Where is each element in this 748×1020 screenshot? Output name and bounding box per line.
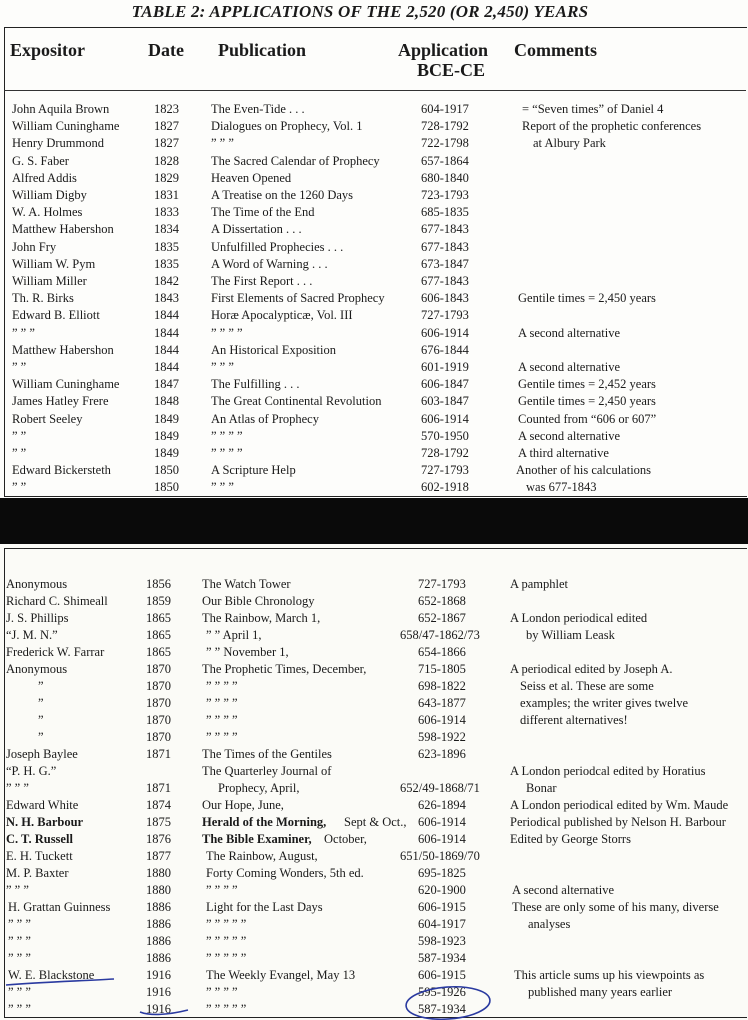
cell-expositor: ” ” [12, 446, 27, 460]
cell-application: 677-1843 [421, 222, 469, 237]
cell-expositor: ” [38, 696, 44, 710]
cell-application: 698-1822 [418, 679, 466, 693]
cell-date: 1843 [154, 291, 179, 306]
cell-expositor: Matthew Habershon [12, 342, 114, 357]
cell-expositor: “P. H. G.” [6, 764, 57, 778]
cell-comment: Bonar [526, 781, 557, 795]
cell-application: 652-1867 [418, 611, 466, 625]
cell-comment: A periodical edited by Joseph A. [510, 662, 673, 676]
cell-publication: The Quarterley Journal of [202, 764, 332, 778]
cell-publication: The Rainbow, August, [206, 849, 318, 863]
cell-application: 722-1798 [421, 136, 469, 151]
cell-expositor: John Fry [12, 239, 57, 254]
cell-comment: Periodical published by Nelson H. Barbour [510, 815, 726, 829]
cell-publication: The Bible Examiner, [202, 832, 312, 846]
cell-expositor: William Cuninghame [12, 119, 120, 134]
cell-application: 598-1923 [418, 934, 466, 948]
table-title: TABLE 2: APPLICATIONS OF THE 2,520 (OR 2,450) YEARS [131, 2, 589, 21]
cell-comment: at Albury Park [533, 136, 606, 151]
cell-publication: Light for the Last Days [206, 900, 323, 914]
cell-expositor: Alfred Addis [12, 170, 77, 185]
cell-expositor: H. Grattan Guinness [8, 900, 111, 914]
cell-publication: ” ” ” ” [206, 679, 238, 693]
cell-date: 1850 [154, 480, 179, 495]
cell-application: 677-1843 [421, 239, 469, 254]
cell-publication: A Treatise on the 1260 Days [211, 188, 354, 202]
cell-date: 1870 [146, 662, 171, 676]
cell-date: 1833 [154, 205, 179, 220]
cell-date: 1850 [154, 463, 179, 478]
cell-application: 602-1918 [421, 480, 469, 495]
cell-date: 1844 [154, 360, 179, 374]
cell-date: 1859 [146, 594, 171, 608]
cell-application: 620-1900 [418, 883, 466, 897]
cell-application: 606-1914 [418, 815, 466, 829]
cell-application: 680-1840 [421, 170, 469, 185]
cell-expositor: N. H. Barbour [6, 815, 84, 829]
cell-date: 1880 [146, 866, 171, 880]
cell-publication: The Great Continental Revolution [211, 394, 382, 409]
cell-comment: This article sums up his viewpoints as [514, 968, 705, 982]
cell-application: 601-1919 [421, 360, 469, 374]
cell-comment: A second alternative [512, 883, 615, 897]
cell-publication: ” ” ” ” [206, 696, 238, 710]
cell-date: 1870 [146, 730, 171, 744]
cell-date: 1865 [146, 628, 171, 642]
cell-application: 652-1868 [418, 594, 466, 608]
cell-application: 651/50-1869/70 [400, 849, 480, 863]
cell-publication: The Fulfilling . . . [211, 377, 300, 392]
cell-publication: ” ” ” ” [206, 985, 238, 999]
cell-comment: Gentile times = 2,450 years [518, 291, 656, 306]
cell-expositor: ” ” ” [8, 951, 31, 965]
header-comments: Comments [514, 40, 597, 60]
header-application: Application [398, 40, 489, 60]
cell-comment: Gentile times = 2,452 years [518, 377, 656, 392]
cell-publication: ” ” ” ” [206, 883, 238, 897]
cell-publication: Our Bible Chronology [202, 594, 315, 608]
cell-expositor: M. P. Baxter [6, 866, 69, 880]
cell-application: 727-1793 [421, 463, 469, 478]
cell-application: 623-1896 [418, 747, 466, 761]
cell-expositor: William W. Pym [12, 256, 96, 271]
cell-publication: ” ” ” ” ” [206, 951, 247, 965]
cell-application: 676-1844 [421, 342, 469, 357]
cell-publication: ” ” ” ” [211, 325, 243, 340]
cell-expositor: E. H. Tuckett [6, 849, 73, 863]
cell-date: 1875 [146, 815, 171, 829]
cell-date: 1865 [146, 645, 171, 659]
header-date: Date [148, 40, 184, 60]
cell-application: 673-1847 [421, 256, 469, 271]
cell-expositor: ” ” ” [8, 917, 31, 931]
cell-comment: These are only some of his many, diverse [512, 900, 719, 914]
cell-application: 606-1914 [418, 832, 466, 846]
cell-application: 606-1915 [418, 968, 466, 982]
cell-expositor: ” ” ” [8, 985, 31, 999]
cell-expositor: Anonymous [6, 577, 68, 591]
cell-expositor: Edward Bickersteth [12, 463, 111, 478]
cell-publication-suffix: Sept & Oct., [344, 815, 407, 829]
cell-comment: was 677-1843 [526, 480, 597, 495]
cell-expositor: G. S. Faber [12, 153, 69, 168]
cell-expositor: ” ” [12, 428, 27, 443]
cell-application: 606-1914 [421, 411, 469, 426]
cell-publication-suffix: October, [324, 832, 367, 846]
cell-expositor: Robert Seeley [12, 411, 83, 426]
cell-date: 1870 [146, 696, 171, 710]
header-publication: Publication [218, 40, 307, 60]
cell-expositor: Joseph Baylee [6, 747, 78, 761]
cell-publication: Heaven Opened [211, 170, 292, 185]
cell-expositor: William Miller [12, 274, 87, 288]
cell-application: 606-1914 [418, 713, 466, 727]
cell-date: 1916 [146, 985, 171, 999]
cell-publication: ” ” ” ” ” [206, 934, 247, 948]
cell-expositor: Th. R. Birks [12, 291, 74, 306]
cell-application: 643-1877 [418, 696, 466, 710]
cell-publication: ” ” ” [211, 480, 234, 495]
cell-expositor: Edward White [6, 798, 79, 812]
cell-application: 715-1805 [418, 662, 466, 676]
cell-expositor: Henry Drummond [12, 136, 104, 151]
cell-application: 658/47-1862/73 [400, 628, 480, 642]
header-expositor: Expositor [10, 40, 86, 60]
cell-date: 1886 [146, 934, 171, 948]
cell-publication: ” ” ” ” ” [206, 1002, 247, 1016]
cell-date: 1844 [154, 325, 179, 340]
cell-date: 1916 [146, 1002, 171, 1016]
cell-date: 1849 [154, 446, 179, 460]
cell-publication: ” ” ” ” ” [206, 917, 247, 931]
cell-comment: analyses [528, 917, 571, 931]
cell-expositor: Anonymous [6, 662, 68, 676]
cell-expositor: ” ” ” [12, 325, 35, 340]
cell-application: 606-1915 [418, 900, 466, 914]
cell-publication: Our Hope, June, [202, 798, 284, 812]
cell-application: 727-1793 [421, 308, 469, 323]
cell-application: 598-1922 [418, 730, 466, 744]
cell-comment: = “Seven times” of Daniel 4 [522, 102, 664, 116]
cell-application: 723-1793 [421, 188, 469, 202]
cell-application: 587-1934 [418, 951, 466, 965]
cell-date: 1916 [146, 968, 171, 982]
cell-publication: The Prophetic Times, December, [202, 662, 367, 676]
cell-comment: A London periodical edited [510, 611, 648, 625]
cell-date: 1886 [146, 951, 171, 965]
cell-expositor: Frederick W. Farrar [6, 645, 105, 659]
cell-publication: The Time of the End [211, 205, 315, 220]
cell-publication: First Elements of Sacred Prophecy [211, 291, 385, 306]
cell-expositor: ” [38, 730, 44, 744]
cell-date: 1865 [146, 611, 171, 625]
cell-comment: A pamphlet [510, 577, 568, 591]
cell-comment: Edited by George Storrs [510, 832, 631, 846]
cell-publication: ” ” ” ” [206, 713, 238, 727]
cell-application: 606-1843 [421, 291, 469, 306]
cell-date: 1871 [146, 747, 171, 761]
cell-application: 654-1866 [418, 645, 466, 659]
cell-publication: The First Report . . . [211, 274, 313, 288]
cell-comment: A second alternative [518, 325, 621, 340]
cell-publication: The Rainbow, March 1, [202, 611, 321, 625]
cell-date: 1844 [154, 308, 179, 323]
cell-publication: Forty Coming Wonders, 5th ed. [206, 866, 364, 880]
cell-expositor: J. S. Phillips [6, 611, 69, 625]
cell-publication: Dialogues on Prophecy, Vol. 1 [211, 119, 363, 134]
cell-date: 1823 [154, 102, 179, 116]
cell-publication: ” ” April 1, [206, 628, 262, 642]
cell-application: 626-1894 [418, 798, 466, 812]
cell-expositor: W. E. Blackstone [8, 968, 95, 982]
cell-publication: ” ” ” [211, 360, 234, 374]
cell-expositor: ” [38, 679, 44, 693]
cell-date: 1847 [154, 377, 179, 392]
cell-expositor: Richard C. Shimeall [6, 594, 108, 608]
cell-application: 603-1847 [421, 394, 469, 409]
cell-comment: A London periodical edited by Wm. Maude [510, 798, 729, 812]
cell-publication: An Historical Exposition [211, 342, 336, 357]
cell-date: 1829 [154, 170, 179, 185]
cell-date: 1874 [146, 798, 171, 812]
cell-publication: The Weekly Evangel, May 13 [206, 968, 356, 982]
cell-comment: Counted from “606 or 607” [518, 411, 657, 426]
cell-publication: ” ” November 1, [206, 645, 289, 659]
cell-publication: Herald of the Morning, [202, 815, 327, 829]
cell-expositor: James Hatley Frere [12, 394, 109, 409]
cell-expositor: C. T. Russell [6, 832, 73, 846]
cell-publication: ” ” ” ” [206, 730, 238, 744]
cell-publication: Prophecy, April, [218, 781, 300, 795]
cell-comment: A third alternative [518, 446, 609, 460]
cell-publication: An Atlas of Prophecy [211, 411, 319, 426]
cell-date: 1828 [154, 153, 179, 168]
cell-expositor: William Digby [12, 188, 87, 202]
cell-expositor: ” ” [12, 360, 27, 374]
cell-publication: The Sacred Calendar of Prophecy [211, 153, 380, 168]
cell-publication: The Times of the Gentiles [202, 747, 332, 761]
cell-comment: examples; the writer gives twelve [520, 696, 688, 710]
cell-expositor: ” ” ” [6, 883, 29, 897]
cell-comment: different alternatives! [520, 713, 628, 727]
cell-expositor: ” ” [12, 480, 27, 495]
cell-expositor: ” ” ” [6, 781, 29, 795]
cell-publication: The Even-Tide . . . [211, 102, 305, 116]
cell-date: 1849 [154, 428, 179, 443]
cell-date: 1886 [146, 917, 171, 931]
cell-date: 1835 [154, 239, 179, 254]
cell-publication: ” ” ” ” [211, 428, 243, 443]
cell-expositor: “J. M. N.” [6, 628, 58, 642]
cell-date: 1827 [154, 136, 179, 151]
cell-application: 570-1950 [421, 428, 469, 443]
cell-date: 1871 [146, 781, 171, 795]
cell-application: 595-1926 [418, 985, 466, 999]
cell-application: 677-1843 [421, 274, 469, 288]
cell-expositor: Matthew Habershon [12, 222, 114, 237]
cell-expositor: ” ” ” [8, 934, 31, 948]
cell-publication: The Watch Tower [202, 577, 291, 591]
cell-date: 1835 [154, 256, 179, 271]
cell-application: 606-1847 [421, 377, 469, 392]
cell-date: 1876 [146, 832, 171, 846]
cell-expositor: William Cuninghame [12, 377, 120, 392]
cell-comment: Seiss et al. These are some [520, 679, 654, 693]
cell-expositor: John Aquila Brown [12, 102, 110, 116]
cell-comment: by William Leask [526, 628, 615, 642]
cell-date: 1870 [146, 679, 171, 693]
cell-publication: A Scripture Help [211, 463, 296, 478]
cell-date: 1848 [154, 394, 179, 409]
cell-comment: A London periodcal edited by Horatius [510, 764, 706, 778]
cell-application: 685-1835 [421, 205, 469, 220]
cell-application: 604-1917 [418, 917, 466, 931]
cell-date: 1870 [146, 713, 171, 727]
cell-comment: Another of his calculations [516, 463, 652, 478]
cell-date: 1849 [154, 411, 179, 426]
cell-comment: A second alternative [518, 360, 621, 374]
cell-date: 1877 [146, 849, 171, 863]
cell-publication: ” ” ” ” [211, 446, 243, 460]
cell-expositor: ” [38, 713, 44, 727]
cell-application: 587-1934 [418, 1002, 466, 1016]
cell-application: 728-1792 [421, 446, 469, 460]
cell-comment: published many years earlier [528, 985, 673, 999]
cell-publication: A Dissertation . . . [211, 222, 302, 237]
cell-application: 695-1825 [418, 866, 466, 880]
cell-application: 727-1793 [418, 577, 466, 591]
cell-expositor: W. A. Holmes [12, 205, 83, 220]
cell-application: 657-1864 [421, 153, 469, 168]
cell-application: 606-1914 [421, 325, 469, 340]
cell-application: 652/49-1868/71 [400, 781, 480, 795]
cell-date: 1844 [154, 342, 179, 357]
cell-publication: A Word of Warning . . . [211, 256, 328, 271]
cell-date: 1827 [154, 119, 179, 134]
cell-comment: Report of the prophetic conferences [522, 119, 702, 134]
cell-date: 1856 [146, 577, 171, 591]
cell-application: 728-1792 [421, 119, 469, 134]
cell-date: 1834 [154, 222, 179, 237]
cell-comment: A second alternative [518, 428, 621, 443]
cell-date: 1842 [154, 274, 179, 288]
cell-date: 1880 [146, 883, 171, 897]
cell-publication: ” ” ” [211, 136, 234, 151]
cell-publication: Unfulfilled Prophecies . . . [211, 239, 344, 254]
cell-comment: Gentile times = 2,450 years [518, 394, 656, 409]
cell-date: 1831 [154, 188, 179, 202]
cell-expositor: Edward B. Elliott [12, 308, 100, 323]
header-application-sub: BCE-CE [417, 60, 486, 80]
cell-date: 1886 [146, 900, 171, 914]
cell-expositor: ” ” ” [8, 1002, 31, 1016]
cell-publication: Horæ Apocalypticæ, Vol. III [211, 308, 353, 323]
cell-application: 604-1917 [421, 102, 469, 116]
